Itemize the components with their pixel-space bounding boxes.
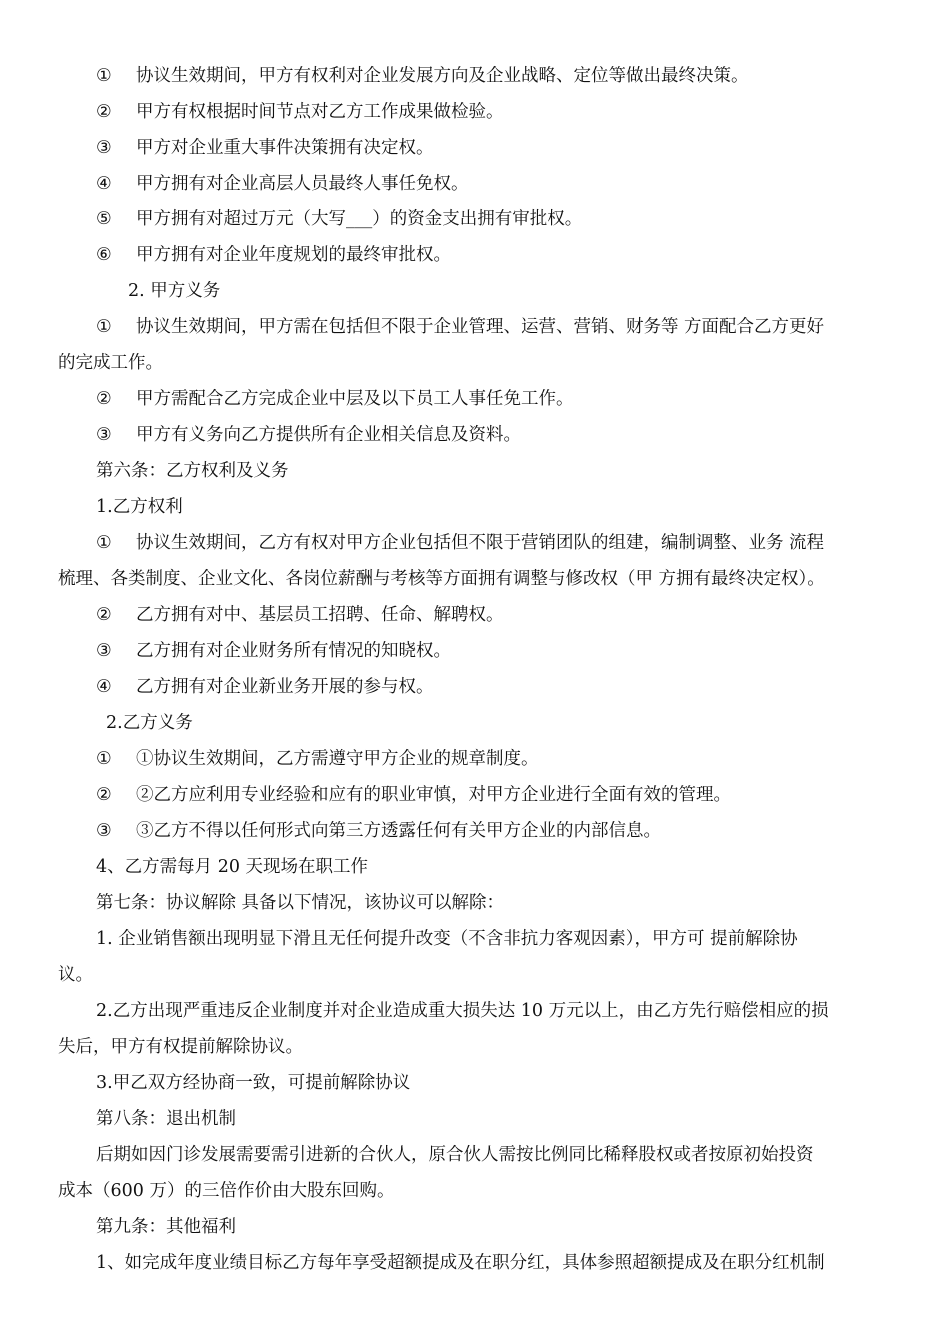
item-marker: ② [96,785,112,805]
item-marker: ① [96,533,112,553]
article-heading: 第九条：其他福利 [96,1217,236,1237]
item-marker: ④ [96,677,112,697]
list-item [96,675,434,699]
list-item [96,315,824,339]
article-heading: 第八条：退出机制 [96,1109,236,1129]
paragraph-line: 4、乙方需每月 20 天现场在职工作 [96,857,369,877]
list-item [96,172,469,196]
paragraph-line: 议。 [58,965,93,985]
list-item [96,783,731,807]
item-text: 甲方拥有对超过万元（大写___）的资金支出拥有审批权。 [136,209,583,229]
list-item [96,747,539,771]
item-text: 甲方有义务向乙方提供所有企业相关信息及资料。 [136,425,521,445]
article-heading: 第六条：乙方权利及义务 [96,461,289,481]
item-text: 协议生效期间，甲方需在包括但不限于企业管理、运营、营销、财务等 方面配合乙方更好 [136,317,825,337]
item-text: 协议生效期间，乙方有权对甲方企业包括但不限于营销团队的组建，编制调整、业务 流程 [136,533,825,553]
item-marker: ④ [96,174,112,194]
article-heading: 第七条：协议解除 具备以下情况，该协议可以解除： [96,893,505,913]
list-item [96,387,574,411]
paragraph-line: 2.乙方出现严重违反企业制度并对企业造成重大损失达 10 万元以上，由乙方先行赔偿相应的损 [96,1001,829,1021]
item-text: ①协议生效期间，乙方需遵守甲方企业的规章制度。 [136,749,539,769]
item-marker: ② [96,389,112,409]
paragraph-line: 失后，甲方有权提前解除协议。 [58,1037,303,1057]
paragraph-line: 1. 企业销售额出现明显下滑且无任何提升改变（不含非抗力客观因素），甲方可 提前解除协 [96,929,798,949]
paragraph-line: 梳理、各类制度、企业文化、各岗位薪酬与考核等方面拥有调整与修改权（甲 方拥有最终决定权）。 [58,569,825,589]
list-item [96,639,451,663]
item-text: 甲方拥有对企业年度规划的最终审批权。 [136,245,451,265]
item-marker: ③ [96,821,112,841]
item-marker: ① [96,66,112,86]
section-heading: 2.乙方义务 [106,713,193,733]
item-marker: ② [96,605,112,625]
item-text: 乙方拥有对企业新业务开展的参与权。 [136,677,434,697]
list-item [96,64,749,88]
item-text: 乙方拥有对中、基层员工招聘、任命、解聘权。 [136,605,504,625]
item-text: 甲方对企业重大事件决策拥有决定权。 [136,138,434,158]
item-marker: ⑤ [96,209,112,229]
item-text: 甲方有权根据时间节点对乙方工作成果做检验。 [136,102,504,122]
paragraph-line: 后期如因门诊发展需要需引进新的合伙人，原合伙人需按比例同比稀释股权或者按原初始投资 [96,1145,814,1165]
item-text: 协议生效期间，甲方有权利对企业发展方向及企业战略、定位等做出最终决策。 [136,66,749,86]
paragraph-line: 成本（600 万）的三倍作价由大股东回购。 [58,1181,395,1201]
item-text: ③乙方不得以任何形式向第三方透露任何有关甲方企业的内部信息。 [136,821,661,841]
paragraph-line: 1、如完成年度业绩目标乙方每年享受超额提成及在职分红，具体参照超额提成及在职分红机制 [96,1253,825,1273]
list-item [96,531,824,555]
section-heading: 1.乙方权利 [96,497,183,517]
section-heading: 2. 甲方义务 [128,281,221,301]
item-marker: ① [96,317,112,337]
item-marker: ③ [96,641,112,661]
item-marker: ② [96,102,112,122]
paragraph-line: 的完成工作。 [58,353,163,373]
item-text: 甲方需配合乙方完成企业中层及以下员工人事任免工作。 [136,389,574,409]
item-marker: ③ [96,425,112,445]
list-item [96,243,451,267]
list-item [96,819,661,843]
list-item [96,603,504,627]
item-marker: ⑥ [96,245,112,265]
paragraph-line: 3.甲乙双方经协商一致，可提前解除协议 [96,1073,411,1093]
list-item [96,136,434,160]
item-text: 乙方拥有对企业财务所有情况的知晓权。 [136,641,451,661]
list-item [96,423,521,447]
list-item [96,100,504,124]
item-text: ②乙方应利用专业经验和应有的职业审慎，对甲方企业进行全面有效的管理。 [136,785,731,805]
item-marker: ③ [96,138,112,158]
list-item [96,207,582,231]
item-marker: ① [96,749,112,769]
item-text: 甲方拥有对企业高层人员最终人事任免权。 [136,174,469,194]
